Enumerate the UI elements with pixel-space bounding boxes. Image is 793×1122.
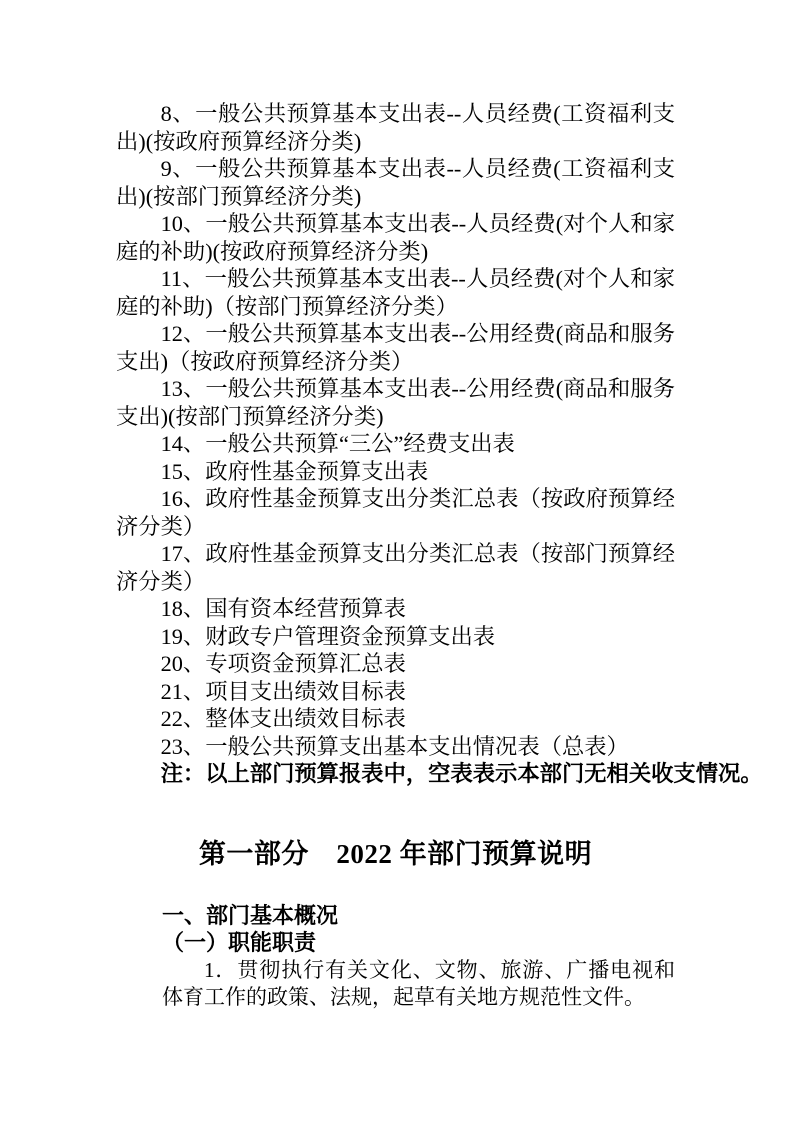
heading-department-overview: 一、部门基本概况 bbox=[162, 902, 339, 928]
list-item: 20、专项资金预算汇总表 bbox=[160, 651, 406, 676]
section-title: 第一部分 2022 年部门预算说明 bbox=[198, 838, 593, 869]
list-item: 11、一般公共预算基本支出表--人员经费(对个人和家庭的补助)（按部门预算经济分类） bbox=[116, 266, 675, 319]
list-item: 18、国有资本经营预算表 bbox=[160, 596, 406, 621]
list-item: 14、一般公共预算“三公”经费支出表 bbox=[160, 431, 515, 456]
list-item: 23、一般公共预算支出基本支出情况表（总表） bbox=[160, 733, 629, 759]
list-item: 22、整体支出绩效目标表 bbox=[160, 706, 406, 731]
budget-explanation-section bbox=[162, 902, 675, 1012]
list-item: 17、政府性基金预算支出分类汇总表（按部门预算经济分类） bbox=[116, 541, 675, 594]
list-note: 注：以上部门预算报表中，空表表示本部门无相关收支情况。 bbox=[160, 761, 763, 786]
list-item: 9、一般公共预算基本支出表--人员经费(工资福利支出)(按部门预算经济分类) bbox=[116, 156, 675, 209]
list-item: 13、一般公共预算基本支出表--公用经费(商品和服务支出)(按部门预算经济分类) bbox=[116, 376, 675, 429]
list-item: 16、政府性基金预算支出分类汇总表（按政府预算经济分类） bbox=[116, 486, 675, 539]
list-item: 21、项目支出绩效目标表 bbox=[160, 678, 406, 704]
heading-duties: （一）职能职责 bbox=[162, 930, 317, 955]
list-item: 12、一般公共预算基本支出表--公用经费(商品和服务支出)（按政府预算经济分类） bbox=[116, 321, 675, 374]
list-item: 8、一般公共预算基本支出表--人员经费(工资福利支出)(按政府预算经济分类) bbox=[116, 101, 675, 154]
budget-table-list bbox=[116, 100, 763, 788]
list-item: 15、政府性基金预算支出表 bbox=[160, 458, 429, 484]
paragraph-duty-1: 1．贯彻执行有关文化、文物、旅游、广播电视和体育工作的政策、法规，起草有关地方规范性文件。 bbox=[162, 957, 675, 1009]
list-item: 19、财政专户管理资金预算支出表 bbox=[160, 623, 496, 649]
list-item: 10、一般公共预算基本支出表--人员经费(对个人和家庭的补助)(按政府预算经济分类) bbox=[116, 211, 675, 264]
